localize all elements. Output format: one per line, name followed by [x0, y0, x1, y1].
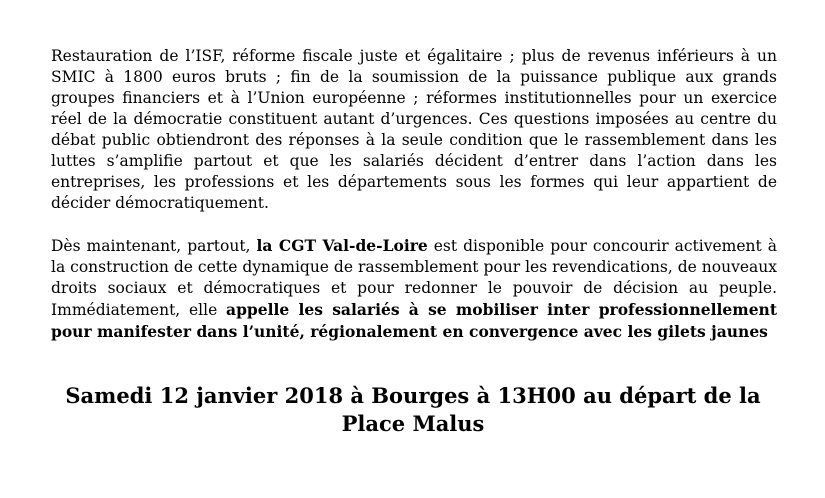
- document-body: [51, 46, 777, 343]
- paragraph-call: [51, 235, 777, 343]
- organization-name: la CGT Val-de-Loire: [256, 236, 428, 255]
- paragraph-demands: Restauration de l’ISF, réforme fiscale juste et égalitaire ; plus de revenus inférieurs à un SMIC à 1800 euros bruts ; fin de la soumission de la puissance publique aux grands groupes financiers et à l’Union européenne ; réformes institutionnelles pour un exercice réel de la démocratie constituent autant d’urgences. Ces questions imposées au centre du débat public obtiendront des réponses à la seule condition que le rassemblement dans les luttes s’amplifie partout et que les salariés décident d’entrer dans l’action dans les entreprises, les professions et les départements sous les formes qui leur appartient de décider démocratiquement.: [51, 47, 777, 212]
- paragraph-call-middle: est disponible pour concourir activement à la construction de cette dynamique de rassemblement pour les revendications, de nouveaux droits sociaux et démocratiques et pour redonner le pouvoir de décision au peuple. Immédiatement, elle: [51, 237, 777, 319]
- paragraph-call-intro: Dès maintenant, partout,: [51, 237, 257, 255]
- event-headline: Samedi 12 janvier 2018 à Bourges à 13H00 au départ de la Place Malus: [65, 383, 761, 436]
- call-to-action: appelle les salariés à se mobiliser inter professionnellement pour manifester dans l’unité, régionalement en convergence avec les gilets jaunes: [51, 300, 777, 341]
